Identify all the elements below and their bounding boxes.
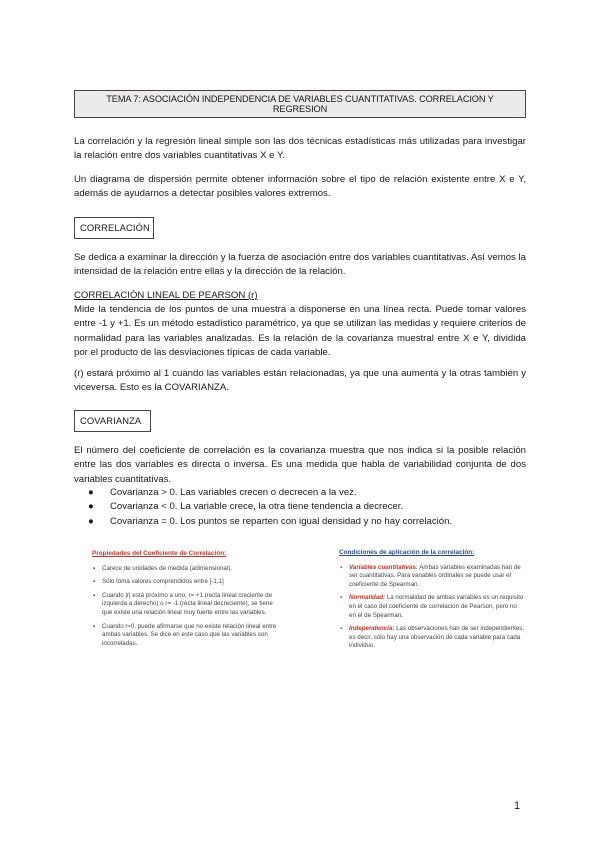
list-item: ● Covarianza < 0. La variable crece, la otra tiene tendencia a decrecer. — [74, 500, 526, 514]
intro-paragraph-1: La correlación y la regresión lineal simple son las dos técnicas estadísticas más utilizadas para investigar la relación entre dos variables cuantitativas X e Y. — [74, 136, 526, 162]
title-line-2: REGRESION — [272, 104, 328, 114]
bullet-icon: ▪ — [93, 591, 96, 599]
bullet-icon: ● — [88, 487, 94, 498]
list-item: ▪ Cuando |r| está próximo a uno, r= +1 (recta lineal creciente de izquierda a derecho) o r= -1 (recta lineal decreciente), se tiene que existe una relación lineal muy fuerte entre las variables. — [93, 591, 273, 616]
list-item: ● Covarianza = 0. Los puntos se reparten con igual densidad y no hay correlación. — [74, 515, 526, 529]
bullet-icon: ▪ — [340, 594, 343, 602]
bullet-icon: ▪ — [93, 622, 96, 630]
list-item: ▪ Cuando r≈0, puede afirmarse que no existe relación lineal entre ambas variables. Se dice en este caso que las variables son incorreladas. — [93, 622, 277, 647]
bullet-icon: ● — [88, 515, 94, 527]
covarianza-bullets — [74, 486, 526, 529]
bullet-icon: ▪ — [340, 563, 343, 571]
propiedades-panel — [92, 550, 282, 653]
list-item: ▪ Independencia: Las observaciones han de ser independientes, es decir, sólo hay una observación de cada variable para cada individuo. — [340, 625, 525, 650]
propiedades-title: Propiedades del Coeficiente de Correlación: — [92, 550, 227, 557]
condiciones-panel — [339, 549, 525, 656]
bullet-icon: ▪ — [340, 625, 343, 633]
list-item: ▪ Sólo toma valores comprendidos entre [-1,1] — [93, 578, 224, 586]
list-item: ● Covarianza > 0. Las variables crecen o decrecen a la vez. — [74, 486, 526, 500]
correlacion-heading: CORRELACIÓN — [74, 217, 154, 239]
title-line-1: TEMA 7: ASOCIACIÓN INDEPENDENCIA DE VARIABLES CUANTITATIVAS. CORRELACION Y — [106, 94, 494, 104]
bullet-icon: ▪ — [93, 564, 96, 572]
bullet-icon: ● — [88, 501, 94, 513]
pearson-heading: CORRELACIÓN LINEAL DE PEARSON (r) — [74, 290, 258, 301]
pearson-note: (r) estará próximo al 1 cuando las variables están relacionadas, ya que una aumenta y la otras también y viceversa. Esto es la COVARIANZA. — [74, 368, 526, 394]
title-box — [74, 90, 526, 118]
list-item: ▪ Variables cuantitativas: Ambas variables examinadas han de ser cuantitativas. Para variables ordinales se puede usar el coeficiente de Spearman. — [340, 563, 521, 588]
covarianza-heading: COVARIANZA — [74, 410, 151, 432]
covarianza-text: El número del coeficiente de correlación es la covarianza muestra que nos indica si la posible relación entre las dos variables es directa o inversa. Es una medida que habla de variabilidad conjunta de dos variables cuantitativas. — [74, 445, 526, 485]
correlacion-text: Se dedica a examinar la dirección y la fuerza de asociación entre dos variables cuantitativas. Así vemos la intensidad de la relación entre ellas y la dirección de la relación. — [74, 252, 526, 278]
bullet-icon: ▪ — [93, 578, 96, 586]
intro-paragraph-2: Un diagrama de dispersión permite obtener información sobre el tipo de relación existente entre X e Y, además de ayudarnos a detectar posibles valores extremos. — [74, 174, 526, 200]
list-item: ▪ Normalidad: La normalidad de ambas variables es un requisito en el caso del coeficiente de correlación de Pearson, pero no en el de Spearman. — [340, 594, 524, 619]
condiciones-title: Condiciones de aplicación de la correlación: — [339, 549, 475, 556]
page-number: 1 — [514, 800, 521, 812]
pearson-text: Mide la tendencia de los puntos de una muestra a disponerse en una línea recta. Puede tomar valores entre -1 y +1. Es un método estadístico paramétrico, ya que se utilizan las medidas y requiere criterios de normalidad para las variables analizadas. Es la relación de la covarianza muestral entre X e Y, dividida por el producto de las desviaciones típicas de cada variable. — [74, 304, 526, 359]
list-item: ▪ Carece de unidades de medida (adimensional). — [93, 564, 233, 572]
